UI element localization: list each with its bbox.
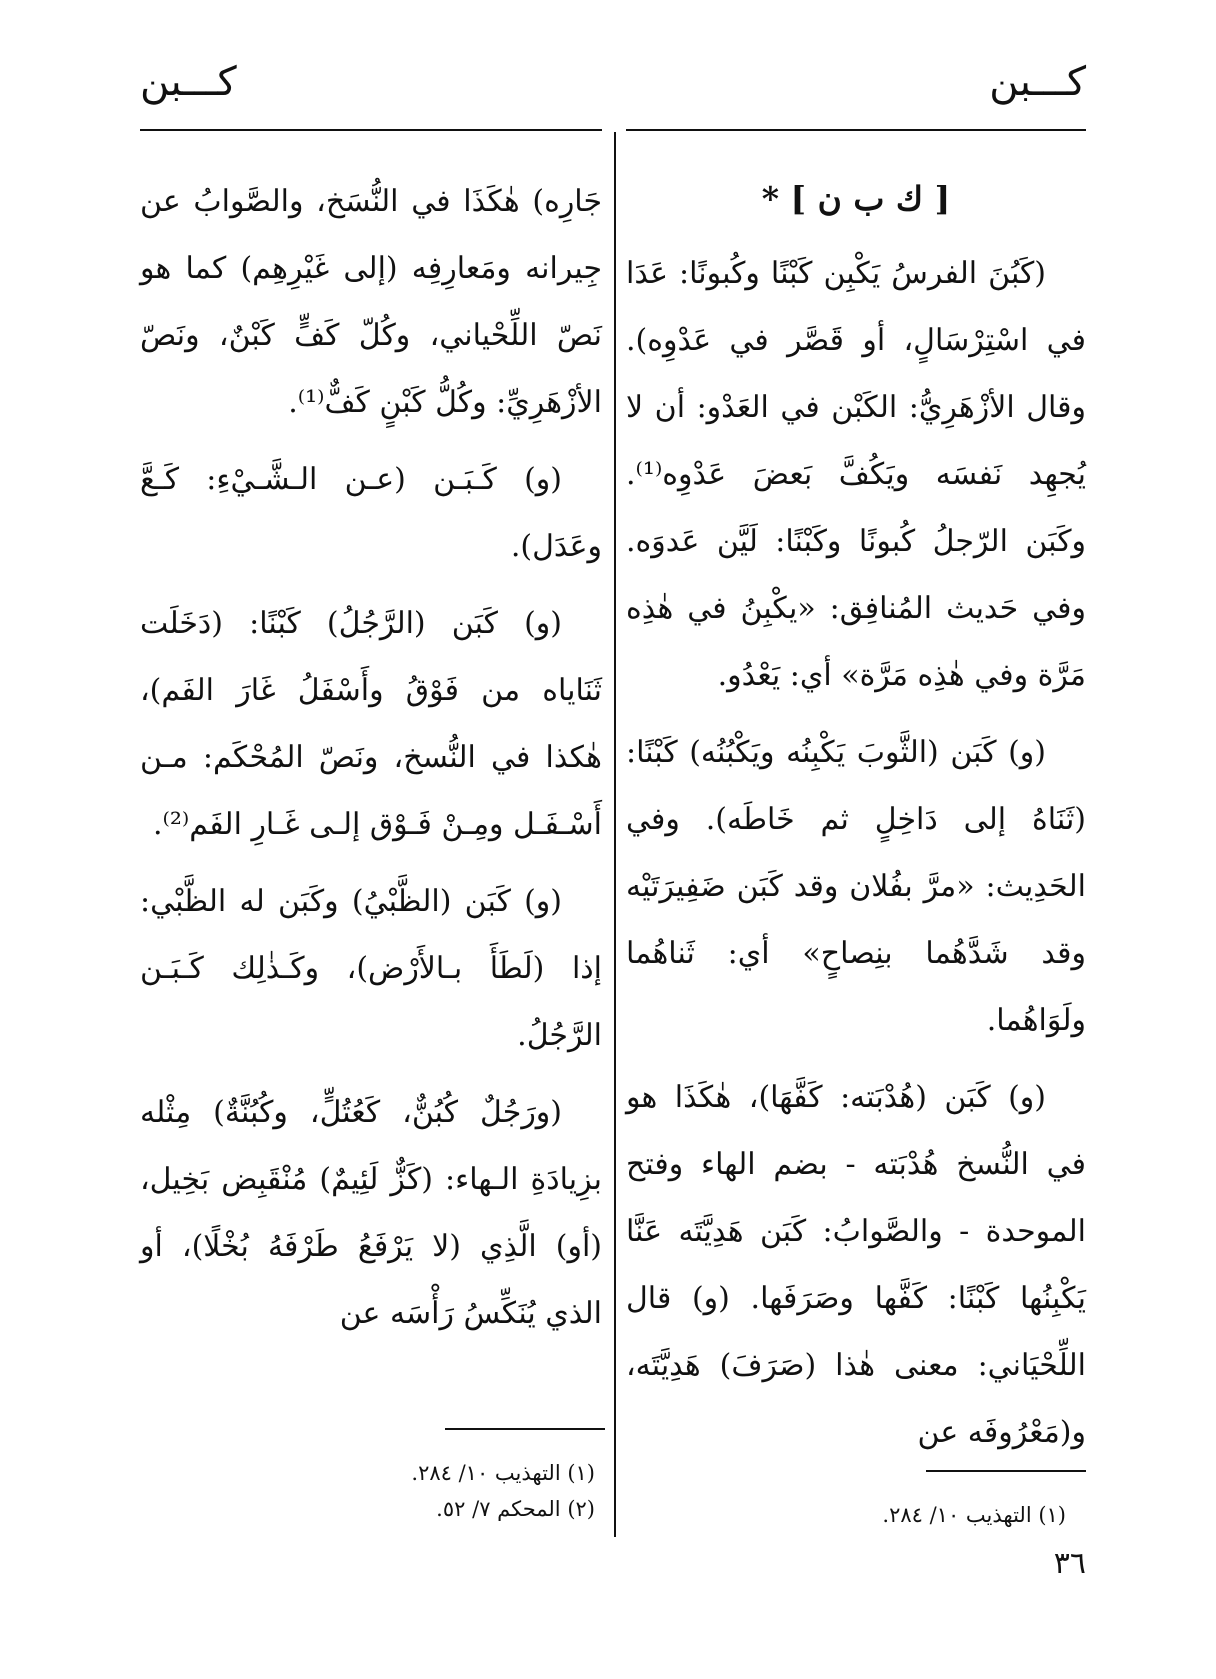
footnote: (١) التهذيب ١٠/ ٢٨٤. xyxy=(411,1461,595,1485)
running-header-right: كـــبن xyxy=(989,59,1086,105)
entry-paragraph: (و) كَبَن (الظَّبْيُ) وكَبَن له الظَّبْي: إذا (لَطَأَ بـالأَرْض)، وكَـذٰلِك كَـبَـن الرَّجُلُ. xyxy=(140,884,602,1053)
entry-paragraph: (و) كَـبَـن (عـن الـشَّـيْءِ: كَـعَّ وعَدَل). xyxy=(140,462,602,564)
entry-paragraph: (كَبُنَ الفرسُ يَكْبِن كَبْنًا وكُبونًا: عَدَا في اسْتِرْسَالٍ، أو قَصَّر في عَدْوِه). وقال الأزْهَرِيُّ: الكَبْن في العَدْو: أن لا يُجهِد نَفسَه ويَكُفَّ بَعضَ عَدْوِه⁽¹⁾. وكَبَن الرّجلُ كُبونًا وكَبْنًا: لَيَّن عَدوَه. وفي حَديث المُنافِق: «يكْبِنُ في هٰذِه مَرَّة وفي هٰذِه مَرَّة» أي: يَعْدُو. xyxy=(626,256,1086,693)
entry-paragraph: (و) كَبَن (هُدْبَته: كَفَّهَا)، هٰكَذَا هو في النُّسخ هُدْبَته - بضم الهاء وفتح الموحدة - والصَّوابُ: كَبَن هَدِيَّتَه عَنَّا يَكْبِنُها كَبْنًا: كَفَّها وصَرَفَها. (و) قال اللِّحْيَاني: معنى هٰذا (صَرَفَ) هَدِيَّتَه، و(مَعْرُوفَه عن xyxy=(626,1080,1086,1450)
column-divider xyxy=(614,132,616,1537)
entry-paragraph: (ورَجُلٌ كُبُنٌّ، كَعُتُلٍّ، وكُبُنَّةٌ) مِثْله بزِيادَةِ الـهاء: (كَزٌّ لَئِيمٌ) مُنْقَبِض بَخِيل، (أو) الَّذِي (لا يَرْفَعُ طَرْفَهُ بُخْلًا)، أو الذي يُنَكِّسُ رَأْسَه عن xyxy=(140,1095,602,1331)
entry-paragraph: (و) كَبَن (الرَّجُلُ) كَبْنًا: (دَخَلَت ثَنَاياه من فَوْقُ وأَسْفَلُ غَارَ الفَم)، هٰكذا في النُّسخ، ونَصّ المُحْكَم: مـن أَسْـفَـل ومِـنْ فَـوْق إلـى غَـارِ الفَم⁽²⁾. xyxy=(140,606,602,842)
header-rule-left xyxy=(140,129,602,131)
right-column xyxy=(626,168,1086,1466)
footnotes-left xyxy=(155,1455,595,1527)
page-number: ٣٦ xyxy=(1053,1546,1086,1581)
root-heading: [ ك ب ن ] * xyxy=(761,179,951,218)
entry-paragraph: (و) كَبَن (الثَّوبَ يَكْبِنُه ويَكْبُنُه) كَبْنًا: (ثَنَاهُ إلى دَاخِلٍ ثم خَاطَه). وفي الحَدِيث: «مرَّ بفُلان وقد كَبَن ضَفِيرَتَيْه وقد شَدَّهُما بنِصاحٍ» أي: ثَناهُما ولَوَاهُما. xyxy=(626,735,1086,1038)
running-header-left: كـــبن xyxy=(140,59,237,105)
footnote: (١) التهذيب ١٠/ ٢٨٤. xyxy=(882,1503,1066,1527)
entry-paragraph: جَارِه) هٰكَذَا في النُّسَخ، والصَّوابُ عن جِيرانه ومَعارِفِه (إلى غَيْرِهِم) كما هو نَصّ اللِّحْياني، وكُلّ كَفٍّ كَبْنٌ، ونَصّ الأزْهَرِيِّ: وكُلُّ كَبْنٍ كَفٌّ⁽¹⁾. xyxy=(140,184,602,420)
footnote-rule-right xyxy=(926,1470,1086,1472)
footnote: (٢) المحكم ٧/ ٥٢. xyxy=(436,1497,595,1521)
footnote-rule-left xyxy=(445,1428,605,1430)
header-rule-right xyxy=(626,129,1086,131)
left-column xyxy=(140,168,602,1347)
footnotes-right xyxy=(646,1497,1066,1533)
